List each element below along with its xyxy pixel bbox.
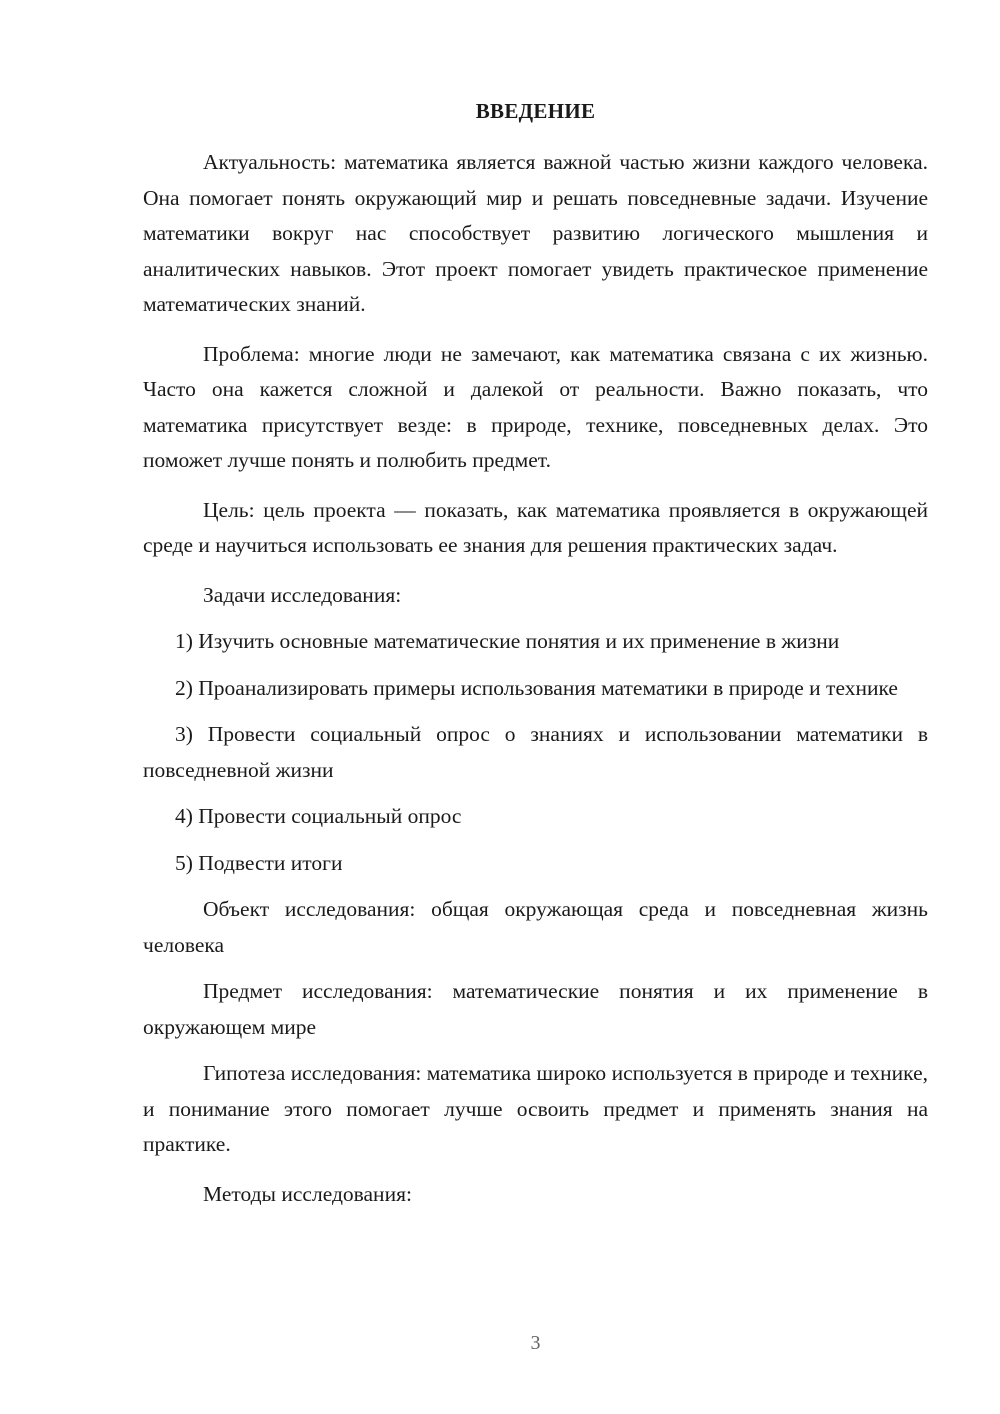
paragraph-subject: Предмет исследования: математические понятия и их применение в окружающем мире xyxy=(143,979,928,1039)
task-item-3: 3) Провести социальный опрос о знаниях и использовании математики в повседневной жизни xyxy=(143,722,928,782)
paragraph-goal: Цель: цель проекта — показать, как математика проявляется в окружающей среде и научиться использовать ее знания для решения практических задач. xyxy=(143,497,928,557)
task-item-5: 5) Подвести итоги xyxy=(175,850,343,875)
tasks-heading: Задачи исследования: xyxy=(203,582,402,607)
task-item-4: 4) Провести социальный опрос xyxy=(175,804,462,828)
task-item-2: 2) Проанализировать примеры использования математики в природе и технике xyxy=(175,675,898,700)
task-item-1: 1) Изучить основные математические понятия и их применение в жизни xyxy=(175,629,840,653)
section-title: ВВЕДЕНИЕ xyxy=(475,99,596,123)
document-page xyxy=(143,95,928,1212)
page-number: 3 xyxy=(530,1332,541,1354)
paragraph-problem: Проблема: многие люди не замечают, как математика связана с их жизнью. Часто она кажется сложной и далекой от реальности. Важно показать, что математика присутствует везде: в природе, технике, повседневных делах. Это поможет лучше понять и полюбить предмет. xyxy=(143,341,928,472)
methods-heading: Методы исследования: xyxy=(203,1181,412,1206)
paragraph-object: Объект исследования: общая окружающая среда и повседневная жизнь человека xyxy=(143,897,928,957)
paragraph-relevance: Актуальность: математика является важной частью жизни каждого человека. Она помогает понять окружающий мир и решать повседневные задачи. Изучение математики вокруг нас способствует развитию логического мышления и аналитических навыков. Этот проект помогает увидеть практическое применение математических знаний. xyxy=(143,150,928,316)
paragraph-hypothesis: Гипотеза исследования: математика широко используется в природе и технике, и понимание этого помогает лучше освоить предмет и применять знания на практике. xyxy=(143,1061,928,1156)
